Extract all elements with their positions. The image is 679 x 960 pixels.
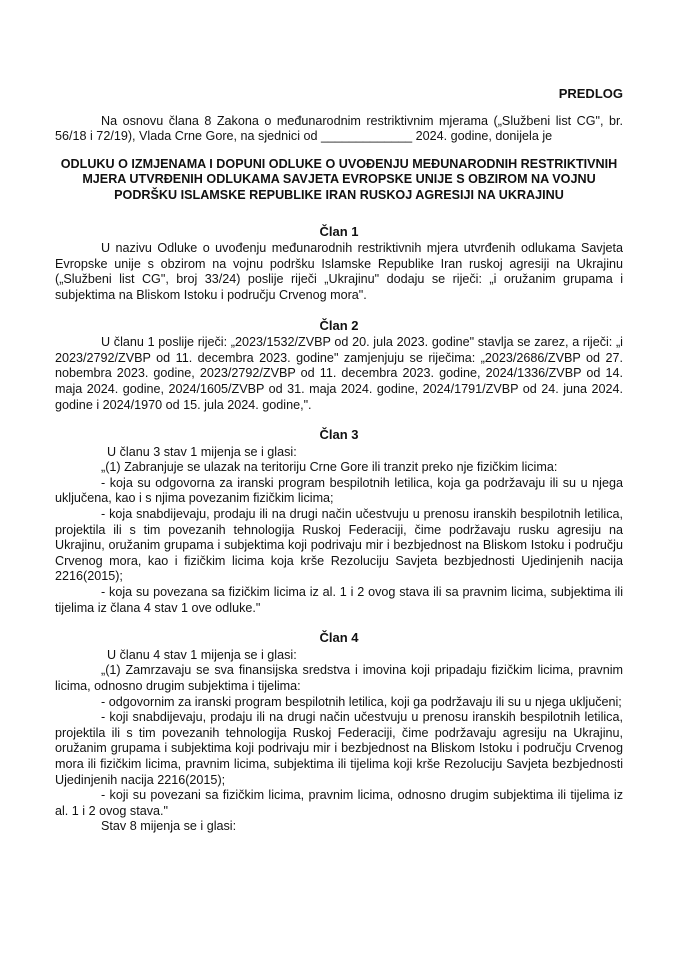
article-heading: Član 1 — [319, 223, 359, 239]
document-title: ODLUKU O IZMJENAMA I DOPUNI ODLUKE O UVOĐENJU MEĐUNARODNIH RESTRIKTIVNIH MJERA UTVRĐENIH ODLUKAMA SAVJETA EVROPSKE UNIJE S OBZIROM NA VOJNU PODRŠKU ISLAMSKE REPUBLIKE IRAN RUSKOJ AGRESIJI NA UKRAJINU — [60, 156, 618, 202]
article-paragraph: „(1) Zabranjuje se ulazak na teritoriju Crne Gore ili tranzit preko nje fizičkim licima: — [101, 460, 558, 475]
document-status-label: PREDLOG — [558, 86, 623, 101]
article-paragraph: U članu 4 stav 1 mijenja se i glasi: — [107, 647, 297, 662]
article-paragraph: Stav 8 mijenja se i glasi: — [101, 819, 237, 834]
article-list-item: - odgovornim za iranski program bespilotnih letilica, koji ga podržavaju ili su u njega uključeni; — [101, 694, 622, 709]
article-heading: Član 4 — [319, 630, 359, 646]
article-heading: Član 3 — [319, 427, 359, 443]
article-list-item: - koji snabdijevaju, prodaju ili na drugi način učestvuju u prenosu iranskih bespilotnih letilica, projektila ili s tim povezanih tehnologija Ruskoj Federaciji, čime podržavaju agresiju na Ukrajinu, oružanim grupama i subjektima koji podrivaju mir i bezbjednost na Bliskom Istoku i području Crvenog mora ili fizičkim licima, pravnim licima, subjektima ili tijelima koji krše Rezoluciju Savjeta bezbjednosti Ujedinjenih nacija 2216(2015); — [55, 710, 623, 787]
article-heading: Član 2 — [319, 317, 359, 333]
article-paragraph: „(1) Zamrzavaju se sva finansijska sredstva i imovina koji pripadaju fizičkim licima, pravnim licima, odnosno drugim subjektima i tijelima: — [55, 663, 623, 693]
article-paragraph: U članu 3 stav 1 mijenja se i glasi: — [107, 444, 297, 459]
article-list-item: - koja su odgovorna za iranski program bespilotnih letilica, koja ga podržavaju ili su u njega uključena, kao i s njima povezanim fizičkim licima; — [55, 475, 623, 506]
article-list-item: - koja su povezana sa fizičkim licima iz al. 1 i 2 ovog stava ili sa pravnim licima, subjektima ili tijelima iz člana 4 stav 1 ove odluke." — [55, 585, 623, 615]
article-2 — [55, 318, 623, 414]
article-3 — [55, 427, 623, 616]
article-list-item: - koji su povezani sa fizičkim licima, pravnim licima, odnosno drugim subjektima ili tijelima iz al. 1 i 2 ovog stava." — [55, 788, 623, 818]
article-paragraph: U članu 1 poslije riječi: „2023/1532/ZVBP od 20. jula 2023. godine" stavlja se zarez, a riječi: „i 2023/2792/ZVBP od 11. decembra 2023. godine" zamjenjuju se riječima: „2023/2686/ZVBP od 27. nobembra 2023. godine, 2023/2792/ZVBP od 11. decembra 2023. godine, 2024/1336/ZVBP od 14. maja 2024. godine, 2024/1605/ZVBP od 31. maja 2024. godine, 2024/1791/ZVBP od 24. juna 2024. godine i 2024/1970 od 15. jula 2024. godine,". — [55, 335, 623, 412]
preamble: Na osnovu člana 8 Zakona o međunarodnim restriktivnim mjerama („Službeni list CG", br. 56/18 i 72/19), Vlada Crne Gore, na sjednici od _____________ 2024. godine, donijela je — [55, 113, 623, 144]
article-4 — [55, 630, 623, 835]
article-list-item: - koja snabdijevaju, prodaju ili na drugi način učestvuju u prenosu iranskih bespilotnih letilica, projektila ili s tim povezanih tehnologija Ruskoj Federaciji, čime podržavaju rusku agresiju na Ukrajinu, oružanim grupama i subjektima koji podrivaju mir i bezbjednost na Bliskom Istoku i području Crvenog mora, kao i fizičkim licima koja krše Rezoluciju Savjeta bezbjednosti Ujedinjenih nacija 2216(2015); — [55, 507, 623, 584]
article-1 — [55, 224, 623, 304]
article-paragraph: U nazivu Odluke o uvođenju međunarodnih restriktivnih mjera utvrđenih odlukama Savjeta Evropske unije s obzirom na vojnu podršku Islamske Republike Iran ruskoj agresiji na Ukrajinu („Službeni list CG", broj 33/24) poslije riječi „Ukrajinu" dodaju se riječi: „i oružanim grupama i subjektima na Bliskom Istoku i području Crvenog mora". — [55, 241, 623, 302]
document-page — [55, 86, 623, 835]
